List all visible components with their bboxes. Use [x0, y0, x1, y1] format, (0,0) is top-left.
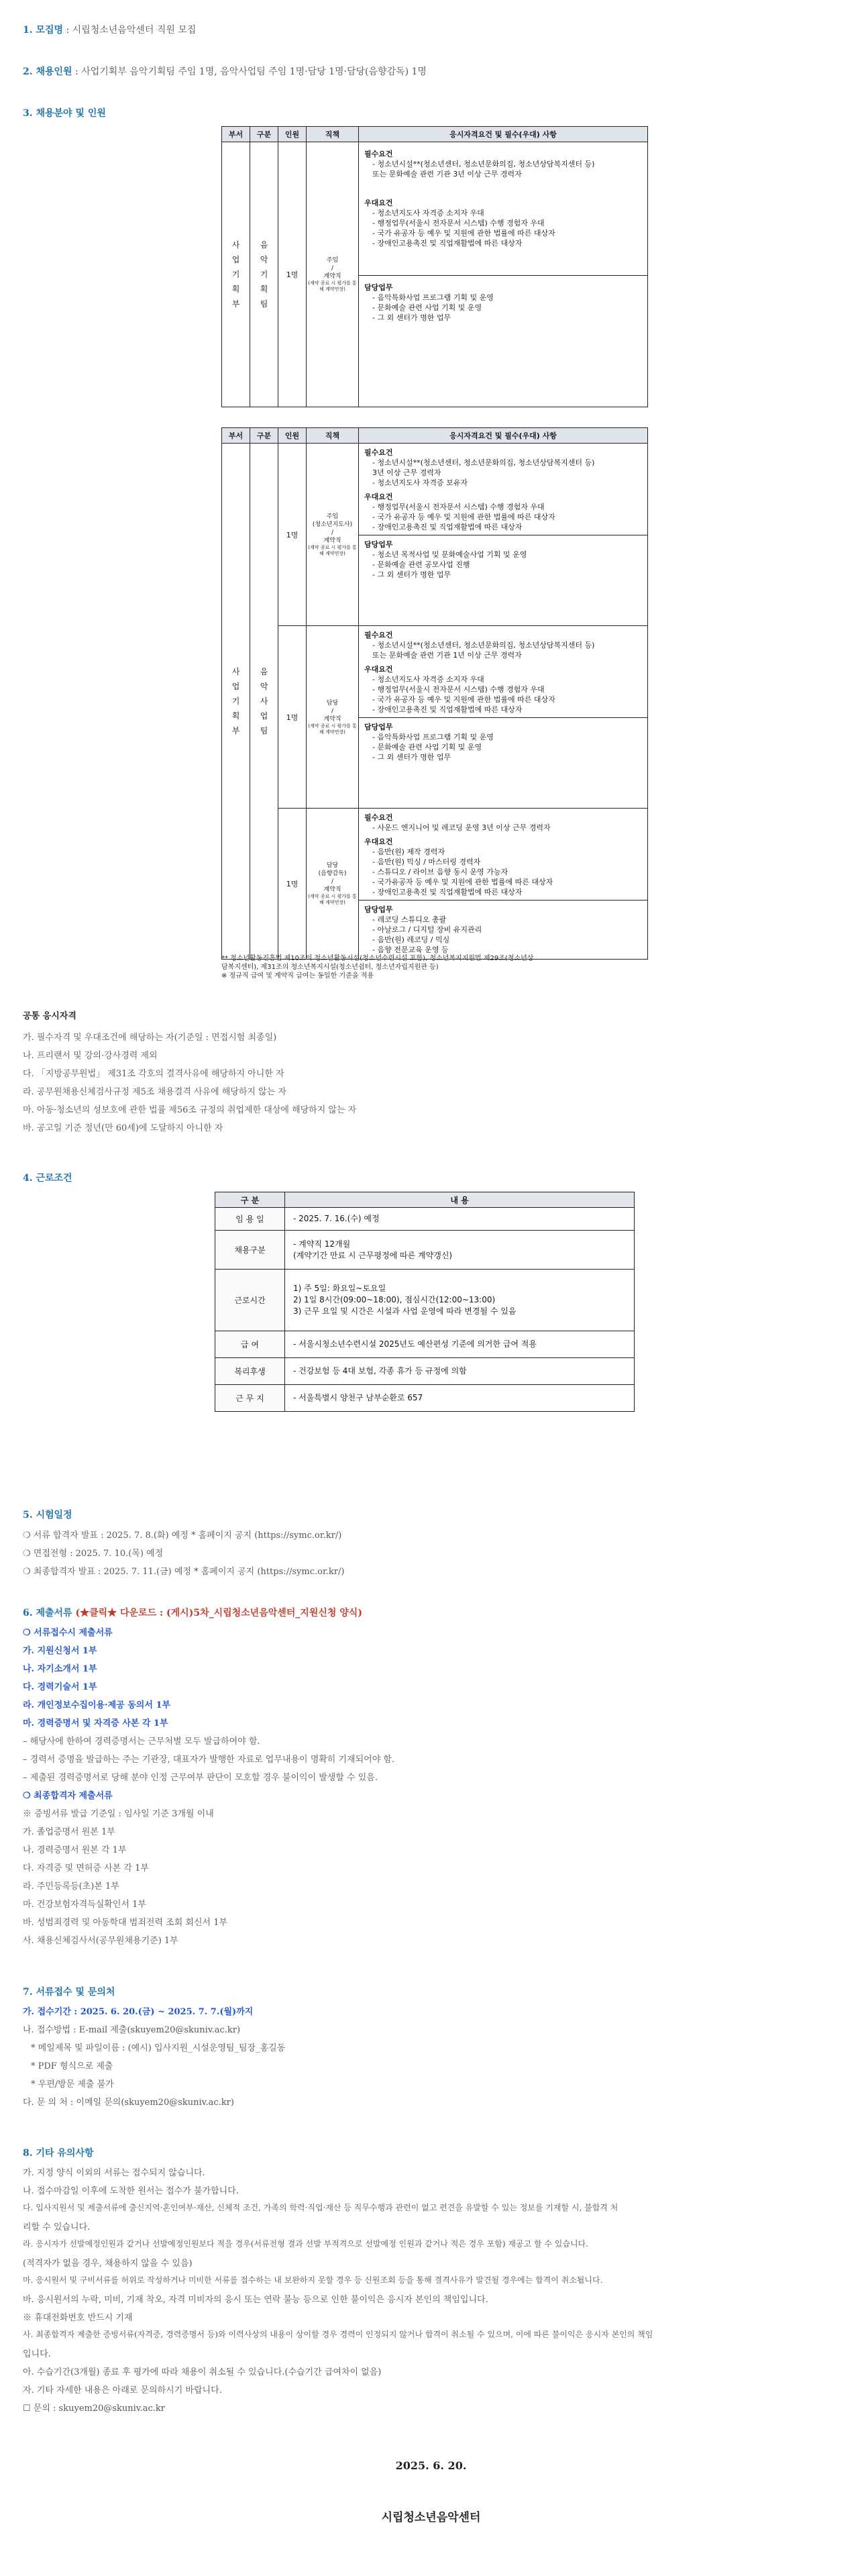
common-item: 라. 공무원채용신체검사규정 제5조 채용결격 사유에 해당하지 않는 자 [23, 1087, 286, 1097]
doc-item: 나. 자기소개서 1부 [23, 1664, 97, 1674]
doc-item: 마. 건강보험자격득실확인서 1부 [23, 1900, 146, 1910]
col-header: 부서 [222, 127, 250, 142]
duty-cell: 주임 / 계약직 (계약 종료 시 평가를 통해 계약연장) [307, 142, 359, 407]
count-cell: 1명 [278, 626, 307, 809]
etc-line: 나. 접수마감일 이후에 도착한 원서는 접수가 불가합니다. [23, 2186, 239, 2196]
table-footnotes: ** 청소년활동진흥법 제10조의 청소년활동시설(청소년수련시설 포함), 청소년복지지원법 제29조(청소년상 담복지센터), 제31조의 청소년복지시설(청소년쉼터, 청소년자립지원관 등) ※ 정규직 급여 및 계약직 급여는 동일한 기준을 적용 [221, 955, 534, 980]
col-header: 구 분 [215, 1192, 285, 1208]
section-4-title: 4. 근로조건 [23, 1173, 72, 1184]
common-item: 마. 아동·청소년의 성보호에 관한 법률 제56조 규정의 취업제한 대상에 해당하지 않는 자 [23, 1105, 357, 1115]
common-item: 바. 공고일 기준 정년(만 60세)에 도달하지 아니한 자 [23, 1123, 223, 1133]
doc-item: 다. 경력기술서 1부 [23, 1682, 97, 1692]
etc-line: 가. 지정 양식 이외의 서류는 접수되지 않습니다. [23, 2168, 205, 2178]
work-value: - 서울시청소년수련시설 2025년도 예산편성 기준에 의거한 급여 적용 [285, 1331, 635, 1358]
requirements-table-2 [221, 427, 648, 960]
etc-line: 라. 응시자가 선발예정인원과 같거나 선발예정인원보다 적을 경우(서류전형 결과 선발 부적격으로 선발예정 인원과 같거나 적은 경우 포함) 재공고 할 수 있습니다. [23, 2239, 588, 2249]
work-label: 근 무 지 [215, 1385, 285, 1412]
doc-item: 가. 졸업증명서 원본 1부 [23, 1827, 115, 1837]
requirements-cell: 필수요건 - 청소년시설**(청소년센터, 청소년문화의집, 청소년상담복지센터 등) 또는 문화예술 관련 기관 3년 이상 근무 경력자 우대요건 - 청소년지도사 자격증 소지자 우대 - 행정업무(서울시 전자문서 시스템) 수행 경험자 우대 - 국가 유공자 등 예우 및 지원에 관한 법률에 따른 대상자 - 장애인고용촉진 및 직업재활법에 따른 대상자 담당업무 - 음악특화사업 프로그램 기획 및 운영 - 문화예술 관련 사업 기획 및 운영 - 그 외 센터가 명한 업무 [359, 142, 648, 407]
contact-line: ☐ 문의 : skuyem20@skuniv.ac.kr [23, 2404, 166, 2414]
receipt-line: * 메일제목 및 파일이름 : (예시) 입사지원_시설운영팀_팀장_홍길동 [31, 2043, 286, 2053]
etc-line: 아. 수습기간(3개월) 종료 후 평가에 따라 채용이 취소될 수 있습니다.(수습기간 급여차이 없음) [23, 2367, 382, 2377]
doc-item: 가. 지원신청서 1부 [23, 1646, 97, 1656]
work-value: - 2025. 7. 16.(수) 예정 [285, 1208, 635, 1231]
section-3-title: 3. 채용분야 및 인원 [23, 108, 106, 119]
duty-cell: 담당 / 계약직 (계약 종료 시 평가를 통해 계약연장) [307, 626, 359, 809]
headcount: 2. 채용인원 : 사업기획부 음악기획팀 주임 1명, 음악사업팀 주임 1명·담당 1명·담당(음향감독) 1명 [23, 66, 427, 77]
work-label: 임 용 일 [215, 1208, 285, 1231]
section-5-title: 5. 시험일정 [23, 1510, 72, 1521]
etc-line: 입니다. [23, 2349, 51, 2359]
col-header: 응시자격요건 및 필수(우대) 사항 [359, 127, 648, 142]
count-cell: 1명 [278, 142, 307, 407]
team-cell: 음악기획팀 [250, 142, 278, 407]
doc-item: 바. 성범죄경력 및 아동학대 범죄전력 조회 회신서 1부 [23, 1918, 228, 1928]
etc-line: 사. 최종합격자 제출한 증빙서류(자격증, 경력증명서 등)와 이력사상의 내용이 상이할 경우 경력이 인정되지 않거나 합격이 취소될 수 있으며, 이에 따른 불이익은 응시자 본인의 책임 [23, 2330, 653, 2339]
etc-line: 다. 입사지원서 및 제출서류에 출신지역·혼인여부·재산, 신체적 조건, 가족의 학력·직업·재산 등 직무수행과 관련이 없고 편견을 유발할 수 있는 정보를 기재할 시, 불합격 처 [23, 2203, 618, 2212]
receipt-line: * PDF 형식으로 제출 [31, 2061, 113, 2071]
schedule-item: ❍ 최종합격자 발표 : 2025. 7. 11.(금) 예정 * 홈페이지 공지 (https://symc.or.kr/) [23, 1567, 345, 1577]
work-label: 복리후생 [215, 1358, 285, 1385]
duty-cell: 담당 (음향감독) / 계약직 (계약 종료 시 평가를 통해 계약연장) [307, 809, 359, 960]
receipt-period: 가. 접수기간 : 2025. 6. 20.(금) ~ 2025. 7. 7.(월)까지 [23, 2007, 254, 2017]
common-item: 가. 필수자격 및 우대조건에 해당하는 자(기준일 : 면접시험 최종일) [23, 1033, 277, 1043]
docs-stage2-title: ❍ 최종합격자 제출서류 [23, 1791, 113, 1801]
team-cell: 음악사업팀 [250, 444, 278, 960]
work-value: - 건강보험 등 4대 보험, 각종 휴가 등 규정에 의함 [285, 1358, 635, 1385]
footer-date: 2025. 6. 20. [395, 2459, 467, 2472]
doc-item: 나. 경력증명서 원본 각 1부 [23, 1845, 127, 1855]
doc-item: 사. 채용신체검사서(공무원채용기준) 1부 [23, 1936, 178, 1946]
doc-item: 마. 경력증명서 및 자격증 사본 각 1부 [23, 1718, 168, 1729]
etc-line: 마. 응시원서 및 구비서류를 허위로 작성하거나 미비한 서류를 접수하는 내 보완하지 못할 경우 등 신원조회 등을 통해 결격사유가 발견될 경우에는 합격이 취소됩니다. [23, 2275, 603, 2285]
count-cell: 1명 [278, 809, 307, 960]
doc-note: – 해당사에 한하여 경력증명서는 근무처별 모두 발급하여야 함. [23, 1737, 260, 1747]
col-header: 구분 [250, 428, 278, 444]
col-header: 응시자격요건 및 필수(우대) 사항 [359, 428, 648, 444]
col-header: 내 용 [285, 1192, 635, 1208]
work-label: 근로시간 [215, 1270, 285, 1331]
receipt-line: 다. 문 의 처 : 이메일 문의(skuyem20@skuniv.ac.kr) [23, 2098, 234, 2108]
section-8-title: 8. 기타 유의사항 [23, 2148, 94, 2159]
common-item: 나. 프리랜서 및 강의·강사경력 제외 [23, 1051, 158, 1061]
dept-cell: 사업기획부 [222, 142, 250, 407]
section-6-title: 6. 제출서류 (★클릭★ 다운로드 : (게시)5차_시립청소년음악센터_지원신청 양식) [23, 1608, 362, 1618]
requirements-cell: 필수요건 - 청소년시설**(청소년센터, 청소년문화의집, 청소년상담복지센터 등) 3년 이상 근무 경력자 - 청소년지도사 자격증 보유자 우대요건 - 행정업무(서울시 전자문서 시스템) 수행 경험자 우대 - 국가 유공자 등 예우 및 지원에 관한 법률에 따른 대상자 - 장애인고용촉진 및 직업재활법에 따른 대상자 담당업무 - 청소년 목적사업 및 문화예술사업 기획 및 운영 - 문화예술 관련 공모사업 진행 - 그 외 센터가 명한 업무 [359, 444, 648, 626]
work-value: 1) 주 5일: 화요일~토요일 2) 1일 8시간(09:00~18:00), 점심시간(12:00~13:00) 3) 근무 요일 및 시간은 시설과 사업 운영에 따라 변경될 수 있음 [285, 1270, 635, 1331]
requirements-cell: 필수요건 - 사운드 엔지니어 및 레코딩 운영 3년 이상 근무 경력자 우대요건 - 음반(원) 제작 경력자 - 음반(원) 믹싱 / 마스터링 경력자 - 스튜디오 / 라이브 음향 동시 운영 가능자 - 국가유공자 등 예우 및 지원에 관한 법률에 따른 대상자 - 장애인고용촉진 및 직업재활법에 따른 대상자 담당업무 - 레코딩 스튜디오 총괄 - 아날로그 / 디지털 장비 유지관리 - 음반(원) 레코딩 / 믹싱 - 음향 전문교육 운영 등 [359, 809, 648, 960]
col-header: 부서 [222, 428, 250, 444]
doc-note: ※ 증빙서류 발급 기준일 : 임사일 기준 3개월 이내 [23, 1809, 214, 1819]
recruit-title: 1. 모집명 : 시립청소년음악센터 직원 모집 [23, 25, 197, 36]
col-header: 구분 [250, 127, 278, 142]
common-item: 다. 「지방공무원법」 제31조 각호의 결격사유에 해당하지 아니한 자 [23, 1069, 284, 1079]
work-label: 채용구분 [215, 1231, 285, 1270]
col-header: 직책 [307, 127, 359, 142]
download-link[interactable]: (★클릭★ 다운로드 : (게시)5차_시립청소년음악센터_지원신청 양식) [75, 1608, 362, 1618]
etc-line: (적격자가 없을 경우, 채용하지 않을 수 있음) [23, 2259, 193, 2269]
common-title: 공통 응시자격 [23, 1011, 76, 1021]
schedule-item: ❍ 서류 합격자 발표 : 2025. 7. 8.(화) 예정 * 홈페이지 공지 (https://symc.or.kr/) [23, 1531, 342, 1541]
doc-note: – 제출된 경력증명서로 당해 분야 인정 근무여부 판단이 모호할 경우 불이익이 발생할 수 있음. [23, 1773, 378, 1783]
doc-item: 라. 개인정보수집이용·제공 동의서 1부 [23, 1700, 171, 1710]
doc-item: 라. 주민등록등(초)본 1부 [23, 1882, 119, 1892]
schedule-item: ❍ 면접전형 : 2025. 7. 10.(목) 예정 [23, 1549, 164, 1559]
col-header: 직책 [307, 428, 359, 444]
etc-line: ※ 휴대전화번호 반드시 기재 [23, 2313, 133, 2323]
col-header: 인원 [278, 127, 307, 142]
etc-line: 바. 응시원서의 누락, 미비, 기재 착오, 자격 미비자의 응시 또는 연락 불능 등으로 인한 불이익은 응시자 본인의 책임입니다. [23, 2295, 488, 2305]
duty-cell: 주임 (청소년지도사) / 계약직 (계약 종료 시 평가를 통해 계약연장) [307, 444, 359, 626]
docs-stage1-title: ❍ 서류접수시 제출서류 [23, 1628, 113, 1638]
col-header: 인원 [278, 428, 307, 444]
receipt-line: 나. 접수방법 : E-mail 제출(skuyem20@skuniv.ac.kr) [23, 2025, 241, 2035]
work-label: 급 여 [215, 1331, 285, 1358]
requirements-cell: 필수요건 - 청소년시설**(청소년센터, 청소년문화의집, 청소년상담복지센터 등) 또는 문화예술 관련 기관 1년 이상 근무 경력자 우대요건 - 청소년지도사 자격증 소지자 우대 - 행정업무(서울시 전자문서 시스템) 수행 경험자 우대 - 국가 유공자 등 예우 및 지원에 관한 법률에 따른 대상자 - 장애인고용촉진 및 직업재활법에 따른 대상자 담당업무 - 음악특화사업 프로그램 기획 및 운영 - 문화예술 관련 사업 기획 및 운영 - 그 외 센터가 명한 업무 [359, 626, 648, 809]
work-value: - 계약직 12개월 (계약기간 만료 시 근무평정에 따른 계약갱신) [285, 1231, 635, 1270]
work-conditions-table [215, 1192, 635, 1412]
doc-item: 다. 자격증 및 면허증 사본 각 1부 [23, 1863, 149, 1873]
etc-line: 자. 기타 자세한 내용은 아래로 문의하시기 바랍니다. [23, 2385, 222, 2395]
requirements-table-1 [221, 126, 648, 407]
count-cell: 1명 [278, 444, 307, 626]
doc-note: – 경력서 증명을 발급하는 주는 기관장, 대표자가 발행한 자료로 업무내용이 명확히 기재되어야 함. [23, 1755, 395, 1765]
section-7-title: 7. 서류접수 및 문의처 [23, 1987, 115, 1998]
receipt-line: * 우편/방문 제출 불가 [31, 2079, 114, 2090]
work-value: - 서울특별시 양천구 남부순환로 657 [285, 1385, 635, 1412]
dept-cell: 사업기획부 [222, 444, 250, 960]
etc-line: 리할 수 있습니다. [23, 2222, 91, 2232]
footer-org: 시립청소년음악센터 [381, 2511, 481, 2524]
